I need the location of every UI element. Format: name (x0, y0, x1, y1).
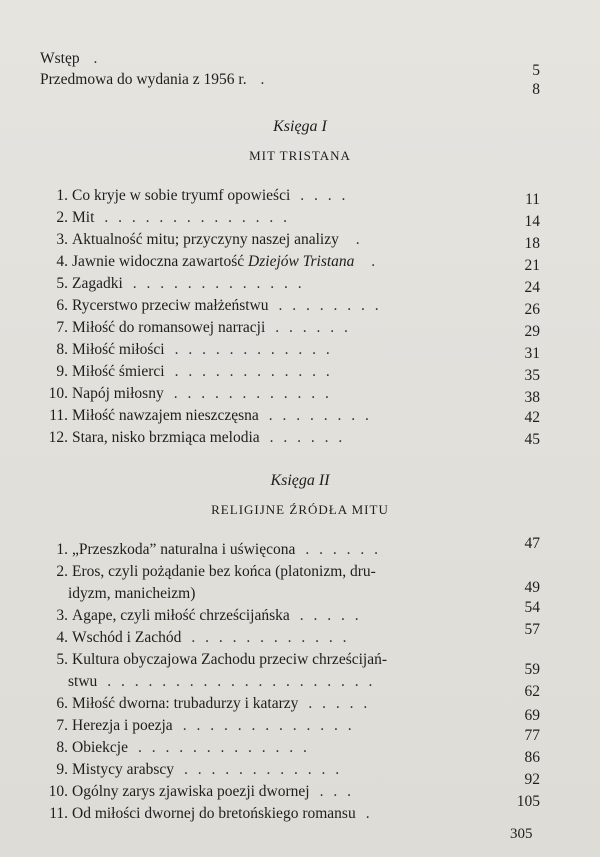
entry-title: Wstęp (40, 50, 80, 67)
entry-page: 92 (524, 771, 540, 788)
entry-title: „Przeszkoda” naturalna i uświęcona (72, 541, 296, 558)
toc-entry: 9. Miłość śmierci . . . . . . . . . . . . 35 (56, 363, 540, 384)
toc-entry: 9. Mistycy arabscy . . . . . . . . . . . . 92 (56, 761, 540, 788)
toc-entry: 7. Herezja i poezja . . . . . . . . . . . . . 69 77 (56, 707, 540, 744)
entry-page: 38 (524, 389, 540, 406)
toc-entry: 8. Obiekcje . . . . . . . . . . . . . 86 (56, 739, 540, 766)
entry-title: Rycerstwo przeciw małżeństwu (72, 297, 269, 314)
entry-title: Kultura obyczajowa Zachodu przeciw chrześcijań- (72, 651, 388, 668)
entry-page: 26 (524, 301, 540, 318)
toc-entry: 2. Mit . . . . . . . . . . . . . . 14 (56, 209, 540, 230)
entry-page: 42 (524, 409, 540, 426)
entry-title: Miłość śmierci (72, 363, 165, 380)
entry-title: Herezja i poezja (72, 717, 173, 734)
entry-title: Przedmowa do wydania z 1956 r. (40, 71, 247, 88)
entry-page: 29 (524, 323, 540, 340)
toc-entry: 6. Rycerstwo przeciw małżeństwu . . . . . . . . 26 (56, 297, 540, 318)
toc-entry: 10. Ogólny zarys zjawiska poezji dwornej . . . 105 (48, 783, 540, 810)
entry-title: Obiekcje (72, 739, 128, 756)
entry-page: 105 (516, 793, 540, 810)
entry-page: 77 (524, 727, 540, 744)
toc-entry: 3. Aktualność mitu; przyczyny naszej analizy . 18 (56, 231, 540, 252)
entry-page: 47 (524, 535, 540, 552)
entry-page: 57 (524, 621, 540, 638)
book-1-title: MIT TRISTANA (249, 148, 351, 163)
entry-page: 62 (524, 683, 540, 700)
entry-page: 86 (524, 749, 540, 766)
entry-page: 14 (524, 213, 540, 230)
entry-page: 8 (532, 81, 540, 98)
book-2-title: RELIGIJNE ŹRÓDŁA MITU (211, 502, 389, 517)
toc-entry: 6. Miłość dworna: trubadurzy i katarzy . . . . . 62 (56, 683, 540, 712)
page-number: 305 (510, 826, 533, 842)
toc-entry: 1. „Przeszkoda” naturalna i uświęcona . . . . . . 47 (56, 535, 540, 558)
toc-entry: 5. Kultura obyczajowa Zachodu przeciw chrześcijań- (56, 651, 388, 668)
entry-title: Miłość dworna: trubadurzy i katarzy (72, 695, 299, 712)
entry-page: 54 (524, 599, 540, 616)
entry-title-italic: Dziejów Tristana (248, 253, 355, 270)
book-1-label: Księga I (273, 118, 327, 135)
toc-entry: 1. Co kryje w sobie tryumf opowieści . . . . 11 (56, 187, 540, 208)
entry-page: 45 (524, 431, 540, 448)
toc-entry: 3. Agape, czyli miłość chrześcijańska . . . . . 54 (56, 599, 540, 624)
toc-entry: 4. Jawnie widoczna zawartość Dziejów Tristana . 21 (56, 253, 540, 274)
entry-title: Miłość miłości (72, 341, 165, 358)
entry-page: 69 (524, 707, 540, 724)
entry-title: Mit (72, 209, 95, 226)
entry-title: Aktualność mitu; przyczyny naszej analizy (72, 231, 339, 248)
entry-page: 11 (525, 191, 540, 208)
entry-title: Eros, czyli pożądanie bez końca (platonizm, dru- (72, 563, 376, 580)
entry-page: 21 (524, 257, 540, 274)
entry-page: 49 (524, 579, 540, 596)
toc-entry: 10. Napój miłosny . . . . . . . . . . . . 38 (48, 385, 540, 406)
toc-entry-przedmowa: Przedmowa do wydania z 1956 r. . 8 (40, 71, 540, 98)
entry-title: Miłość nawzajem nieszczęsna (72, 407, 259, 424)
entry-page: 31 (524, 345, 540, 362)
toc-entry: 2. Eros, czyli pożądanie bez końca (platonizm, dru- (56, 563, 376, 580)
entry-title: Wschód i Zachód (72, 629, 182, 646)
entry-title: Mistycy arabscy (72, 761, 175, 778)
entry-title: Co kryje w sobie tryumf opowieści (72, 187, 291, 204)
toc-entry-wstep: Wstęp . 5 (40, 50, 540, 79)
entry-title: Napój miłosny (72, 385, 164, 402)
entry-title: Zagadki (72, 275, 123, 292)
entry-title: Stara, nisko brzmiąca melodia (72, 429, 260, 446)
entry-page: 24 (524, 279, 540, 296)
toc-entry: 7. Miłość do romansowej narracji . . . . . . 29 (56, 319, 540, 340)
toc-entry-continued (68, 579, 540, 604)
entry-title: Miłość do romansowej narracji (72, 319, 266, 336)
toc-entry: 5. Zagadki . . . . . . . . . . . . . 24 (56, 275, 540, 296)
toc-entry: 12. Stara, nisko brzmiąca melodia . . . . . . 45 (48, 429, 540, 448)
toc-entry: 11. Miłość nawzajem nieszczęsna . . . . . . . . 42 (49, 407, 540, 426)
entry-page: 35 (524, 367, 540, 384)
entry-title: Od miłości dwornej do bretońskiego romansu (72, 805, 356, 822)
entry-title-continued: stwu (68, 673, 98, 690)
toc-entry: 4. Wschód i Zachód . . . . . . . . . . . . 57 (56, 621, 540, 646)
entry-page: 59 (524, 661, 540, 678)
entry-title-continued: idyzm, manicheizm) (68, 585, 196, 602)
entry-title: Agape, czyli miłość chrześcijańska (72, 607, 290, 624)
toc-entry: 11. Od miłości dwornej do bretońskiego romansu . (49, 805, 373, 822)
toc-entry-continued: stwu . . . . . . . . . . . . . . . . . . . . 59 (68, 661, 540, 690)
entry-title: Jawnie widoczna zawartość (72, 253, 249, 270)
entry-title: Ogólny zarys zjawiska poezji dwornej (72, 783, 310, 800)
toc-entry: 8. Miłość miłości . . . . . . . . . . . . 31 (56, 341, 540, 362)
entry-page: 5 (532, 62, 540, 79)
book-2-label: Księga II (270, 472, 330, 489)
entry-page: 18 (524, 235, 540, 252)
